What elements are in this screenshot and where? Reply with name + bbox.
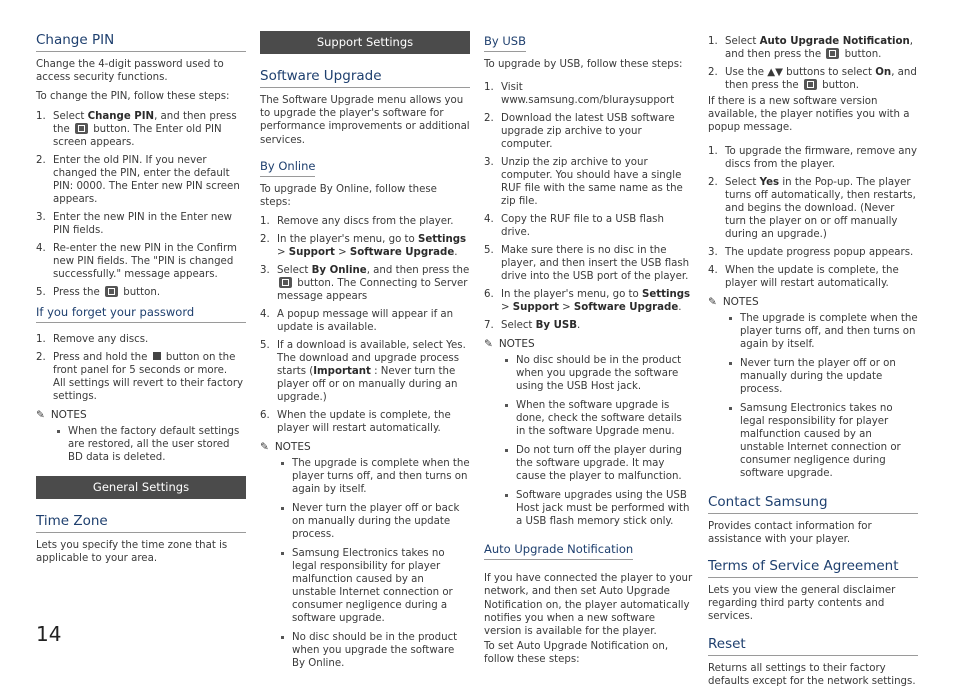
time-zone-heading: Time Zone bbox=[36, 513, 246, 533]
list-item: 1. To upgrade the firmware, remove any discs from the player. bbox=[708, 145, 917, 170]
list-item: 1. Visit www.samsung.com/bluraysupport bbox=[484, 82, 675, 107]
column-3 bbox=[484, 30, 694, 673]
firmware-steps bbox=[708, 145, 918, 290]
auto-upgrade-heading: Auto Upgrade Notification bbox=[484, 542, 633, 560]
software-upgrade-intro: The Software Upgrade menu allows you to upgrade the player's software for performance improvements or additional services. bbox=[260, 95, 470, 146]
enter-button-icon bbox=[105, 286, 118, 297]
list-item: 6. When the update is complete, the player will restart automatically. bbox=[260, 410, 451, 435]
list-item: Samsung Electronics takes no legal responsibility for player malfunction caused by an unstable Internet connection or consumer negligence during software upgrade. bbox=[708, 402, 918, 480]
list-item: 2. Use the ▲▼ buttons to select On, and then press the button. bbox=[708, 67, 917, 91]
firmware-notes bbox=[708, 312, 918, 480]
notes-heading: ✎ NOTES bbox=[36, 408, 87, 421]
reset-heading: Reset bbox=[708, 636, 918, 656]
list-item: 5. Press the button. bbox=[36, 286, 161, 298]
up-down-arrows-icon: ▲▼ bbox=[767, 67, 783, 78]
list-item: Never turn the player off or on manually during the update process. bbox=[708, 357, 918, 396]
list-item: No disc should be in the product when you upgrade the software using the USB Host jack. bbox=[484, 354, 694, 393]
general-settings-bar: General Settings bbox=[36, 476, 246, 499]
by-usb-lead: To upgrade by USB, follow these steps: bbox=[484, 59, 683, 70]
page-number: 14 bbox=[36, 622, 62, 646]
enter-button-icon bbox=[804, 79, 817, 90]
software-upgrade-heading: Software Upgrade bbox=[260, 68, 470, 88]
by-usb-notes bbox=[484, 354, 694, 528]
enter-button-icon bbox=[75, 123, 88, 134]
enter-button-icon bbox=[279, 277, 292, 288]
forgot-notes bbox=[36, 425, 246, 464]
list-item: When the software upgrade is done, check the software details in the software Upgrade menu. bbox=[484, 399, 694, 438]
list-item: 3. Unzip the zip archive to your computer. You should have a single RUF file with the same name as the zip file. bbox=[484, 157, 683, 208]
list-item: 3. The update progress popup appears. bbox=[708, 246, 914, 258]
list-item: 2. Download the latest USB software upgrade zip archive to your computer. bbox=[484, 113, 675, 151]
terms-body: Lets you view the general disclaimer regarding third party contents and services. bbox=[708, 585, 896, 623]
auto-upgrade-lead: To set Auto Upgrade Notification on, follow these steps: bbox=[484, 641, 669, 666]
list-item: No disc should be in the product when you upgrade the software By Online. bbox=[260, 631, 470, 670]
list-item: 5. If a download is available, select Yes. The download and upgrade process starts (Important : Never turn the player off or on manually during an upgrade.) bbox=[260, 340, 466, 404]
by-usb-steps bbox=[484, 81, 694, 332]
contact-samsung-heading: Contact Samsung bbox=[708, 494, 918, 514]
reset-body: Returns all settings to their factory defaults except for the network settings. bbox=[708, 662, 916, 687]
pencil-icon: ✎ bbox=[484, 338, 493, 351]
list-item: When the factory default settings are restored, all the user stored BD data is deleted. bbox=[36, 425, 246, 464]
list-item: 1. Select Change PIN, and then press the button. The Enter old PIN screen appears. bbox=[36, 110, 237, 148]
list-item: 6. In the player's menu, go to Settings > Support > Software Upgrade. bbox=[484, 289, 691, 314]
list-item: 4. When the update is complete, the player will restart automatically. bbox=[708, 264, 899, 289]
stop-button-icon bbox=[153, 352, 161, 360]
list-item: Never turn the player off or back on manually during the update process. bbox=[260, 502, 470, 541]
list-item: Do not turn off the player during the software upgrade. It may cause the player to malfunction. bbox=[484, 444, 694, 483]
new-version-note: If there is a new software version available, the player notifies you with a popup message. bbox=[708, 96, 910, 134]
change-pin-heading: Change PIN bbox=[36, 32, 246, 52]
auto-upgrade-body: If you have connected the player to your network, and then set Auto Upgrade Notification on, the player automatically notifies you when a new software version is available for the player. bbox=[484, 573, 693, 638]
pencil-icon: ✎ bbox=[260, 441, 269, 454]
column-4 bbox=[708, 30, 918, 694]
list-item: Software upgrades using the USB Host jack must be performed with a USB flash memory stick only. bbox=[484, 489, 694, 528]
list-item: 1. Remove any discs. bbox=[36, 333, 149, 345]
by-online-heading: By Online bbox=[260, 159, 315, 177]
list-item: 2. Enter the old PIN. If you never changed the PIN, enter the default PIN: 0000. The Enter new PIN screen appears. bbox=[36, 154, 240, 205]
list-item: Samsung Electronics takes no legal responsibility for player malfunction caused by an unstable Internet connection or consumer negligence during a software upgrade. bbox=[260, 547, 470, 625]
by-usb-heading: By USB bbox=[484, 34, 526, 52]
list-item: 3. Select By Online, and then press the button. The Connecting to Server message appears bbox=[260, 265, 470, 303]
list-item: 3. Enter the new PIN in the Enter new PIN fields. bbox=[36, 211, 232, 236]
change-pin-intro: Change the 4-digit password used to access security functions. bbox=[36, 59, 224, 84]
list-item: 7. Select By USB. bbox=[484, 320, 581, 332]
list-item: 1. Select Auto Upgrade Notification, and then press the button. bbox=[708, 36, 913, 60]
auto-upgrade-steps bbox=[708, 35, 918, 92]
by-online-steps bbox=[260, 215, 470, 435]
list-item: 4. A popup message will appear if an update is available. bbox=[260, 309, 454, 334]
notes-heading: ✎ NOTES bbox=[260, 441, 311, 454]
column-2 bbox=[260, 30, 470, 676]
column-1 bbox=[36, 30, 246, 571]
pencil-icon: ✎ bbox=[708, 295, 717, 308]
by-online-notes bbox=[260, 457, 470, 670]
list-item: 4. Copy the RUF file to a USB flash drive. bbox=[484, 214, 664, 239]
change-pin-lead: To change the PIN, follow these steps: bbox=[36, 91, 230, 103]
notes-heading: ✎ NOTES bbox=[708, 295, 759, 308]
by-online-lead: To upgrade By Online, follow these steps: bbox=[260, 183, 437, 209]
time-zone-body: Lets you specify the time zone that is applicable to your area. bbox=[36, 539, 228, 564]
notes-heading: ✎ NOTES bbox=[484, 338, 535, 351]
enter-button-icon bbox=[826, 48, 839, 59]
support-settings-bar: Support Settings bbox=[260, 31, 470, 54]
list-item: The upgrade is complete when the player turns off, and then turns on again by itself. bbox=[708, 312, 918, 351]
forgot-password-heading: If you forget your password bbox=[36, 305, 246, 323]
list-item: 2. Select Yes in the Pop-up. The player turns off automatically, then restarts, and begins the download. (Never turn the player on or off manually during an upgrade.) bbox=[708, 176, 916, 240]
terms-heading: Terms of Service Agreement bbox=[708, 558, 918, 578]
change-pin-steps bbox=[36, 110, 246, 299]
list-item: The upgrade is complete when the player turns off, and then turns on again by itself. bbox=[260, 457, 470, 496]
forgot-password-steps bbox=[36, 333, 246, 403]
list-item: 5. Make sure there is no disc in the player, and then insert the USB flash drive into the USB port of the player. bbox=[484, 245, 690, 283]
list-item: 2. In the player's menu, go to Settings > Support > Software Upgrade. bbox=[260, 234, 467, 259]
list-item: 4. Re-enter the new PIN in the Confirm new PIN fields. The "PIN is changed successfully." message appears. bbox=[36, 242, 237, 280]
list-item: 1. Remove any discs from the player. bbox=[260, 216, 454, 228]
contact-samsung-body: Provides contact information for assistance with your player. bbox=[708, 520, 872, 545]
pencil-icon: ✎ bbox=[36, 408, 45, 421]
list-item: 2. Press and hold the button on the front panel for 5 seconds or more. All settings will revert to their factory settings. bbox=[36, 351, 244, 402]
